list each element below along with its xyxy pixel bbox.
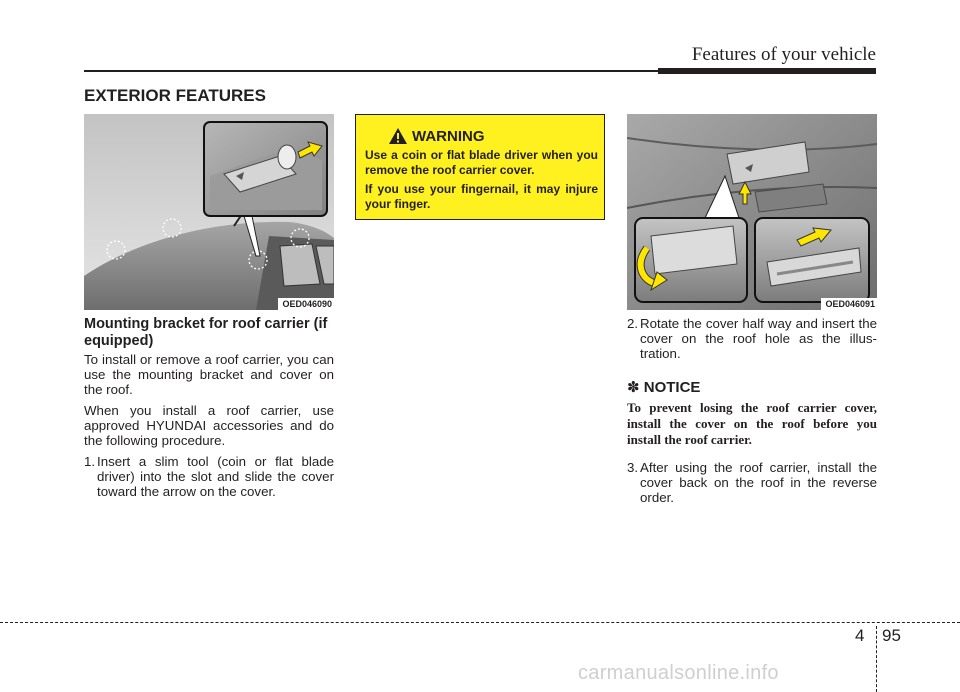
- header-rule-thick: [658, 68, 876, 74]
- step-2-block: [627, 316, 877, 361]
- page-separator: [876, 626, 877, 692]
- warning-paragraph: Use a coin or flat blade driver when you remove the roof carrier cover.: [365, 148, 598, 177]
- warning-text: [365, 148, 598, 216]
- step-number: 1.: [84, 454, 96, 469]
- warning-title: WARNING: [412, 128, 485, 145]
- step-1: [84, 454, 334, 499]
- step-text: After using the roof carrier, install the cover back on the roof in the reverse order.: [640, 460, 877, 505]
- step-text: Rotate the cover half way and insert the cover on the roof hole as the illus-tration.: [640, 316, 877, 361]
- page-number: 95: [882, 626, 901, 645]
- warning-paragraph: If you use your fingernail, it may injure your finger.: [365, 182, 598, 211]
- footer-rule: [0, 622, 960, 623]
- header-title: Features of your vehicle: [691, 44, 876, 65]
- chapter-number: 4: [855, 626, 865, 645]
- notice-text: To prevent losing the roof carrier cover, install the cover on the roof before you install the roof carrier.: [627, 400, 877, 447]
- step-number: 3.: [627, 460, 639, 475]
- watermark: carmanualsonline.info: [578, 662, 779, 684]
- step-number: 2.: [627, 316, 639, 331]
- notice-heading: ✽ NOTICE: [627, 379, 701, 396]
- car-roof-illustration: [84, 114, 334, 310]
- warning-box: [355, 114, 605, 220]
- section-heading: EXTERIOR FEATURES: [84, 86, 266, 105]
- warning-triangle-icon: [388, 127, 408, 145]
- step-3-block: [627, 460, 877, 505]
- body-paragraph: When you install a roof carrier, use approved HYUNDAI accessories and do the following procedure.: [84, 403, 334, 448]
- figure-code-left: OED046090: [278, 298, 334, 310]
- step-3: [627, 460, 877, 505]
- figure-code-right: OED046091: [821, 298, 877, 310]
- roof-bracket-figure: [84, 114, 334, 310]
- roof-cover-illustration: [627, 114, 877, 310]
- step-2: [627, 316, 877, 361]
- body-paragraph: To install or remove a roof carrier, you can use the mounting bracket and cover on the roof.: [84, 352, 334, 397]
- roof-cover-figure: [627, 114, 877, 310]
- step-text: Insert a slim tool (coin or flat blade driver) into the slot and slide the cover toward the arrow on the cover.: [97, 454, 334, 499]
- bracket-heading: Mounting bracket for roof carrier (if equipped): [84, 316, 328, 349]
- column1-body: [84, 352, 334, 499]
